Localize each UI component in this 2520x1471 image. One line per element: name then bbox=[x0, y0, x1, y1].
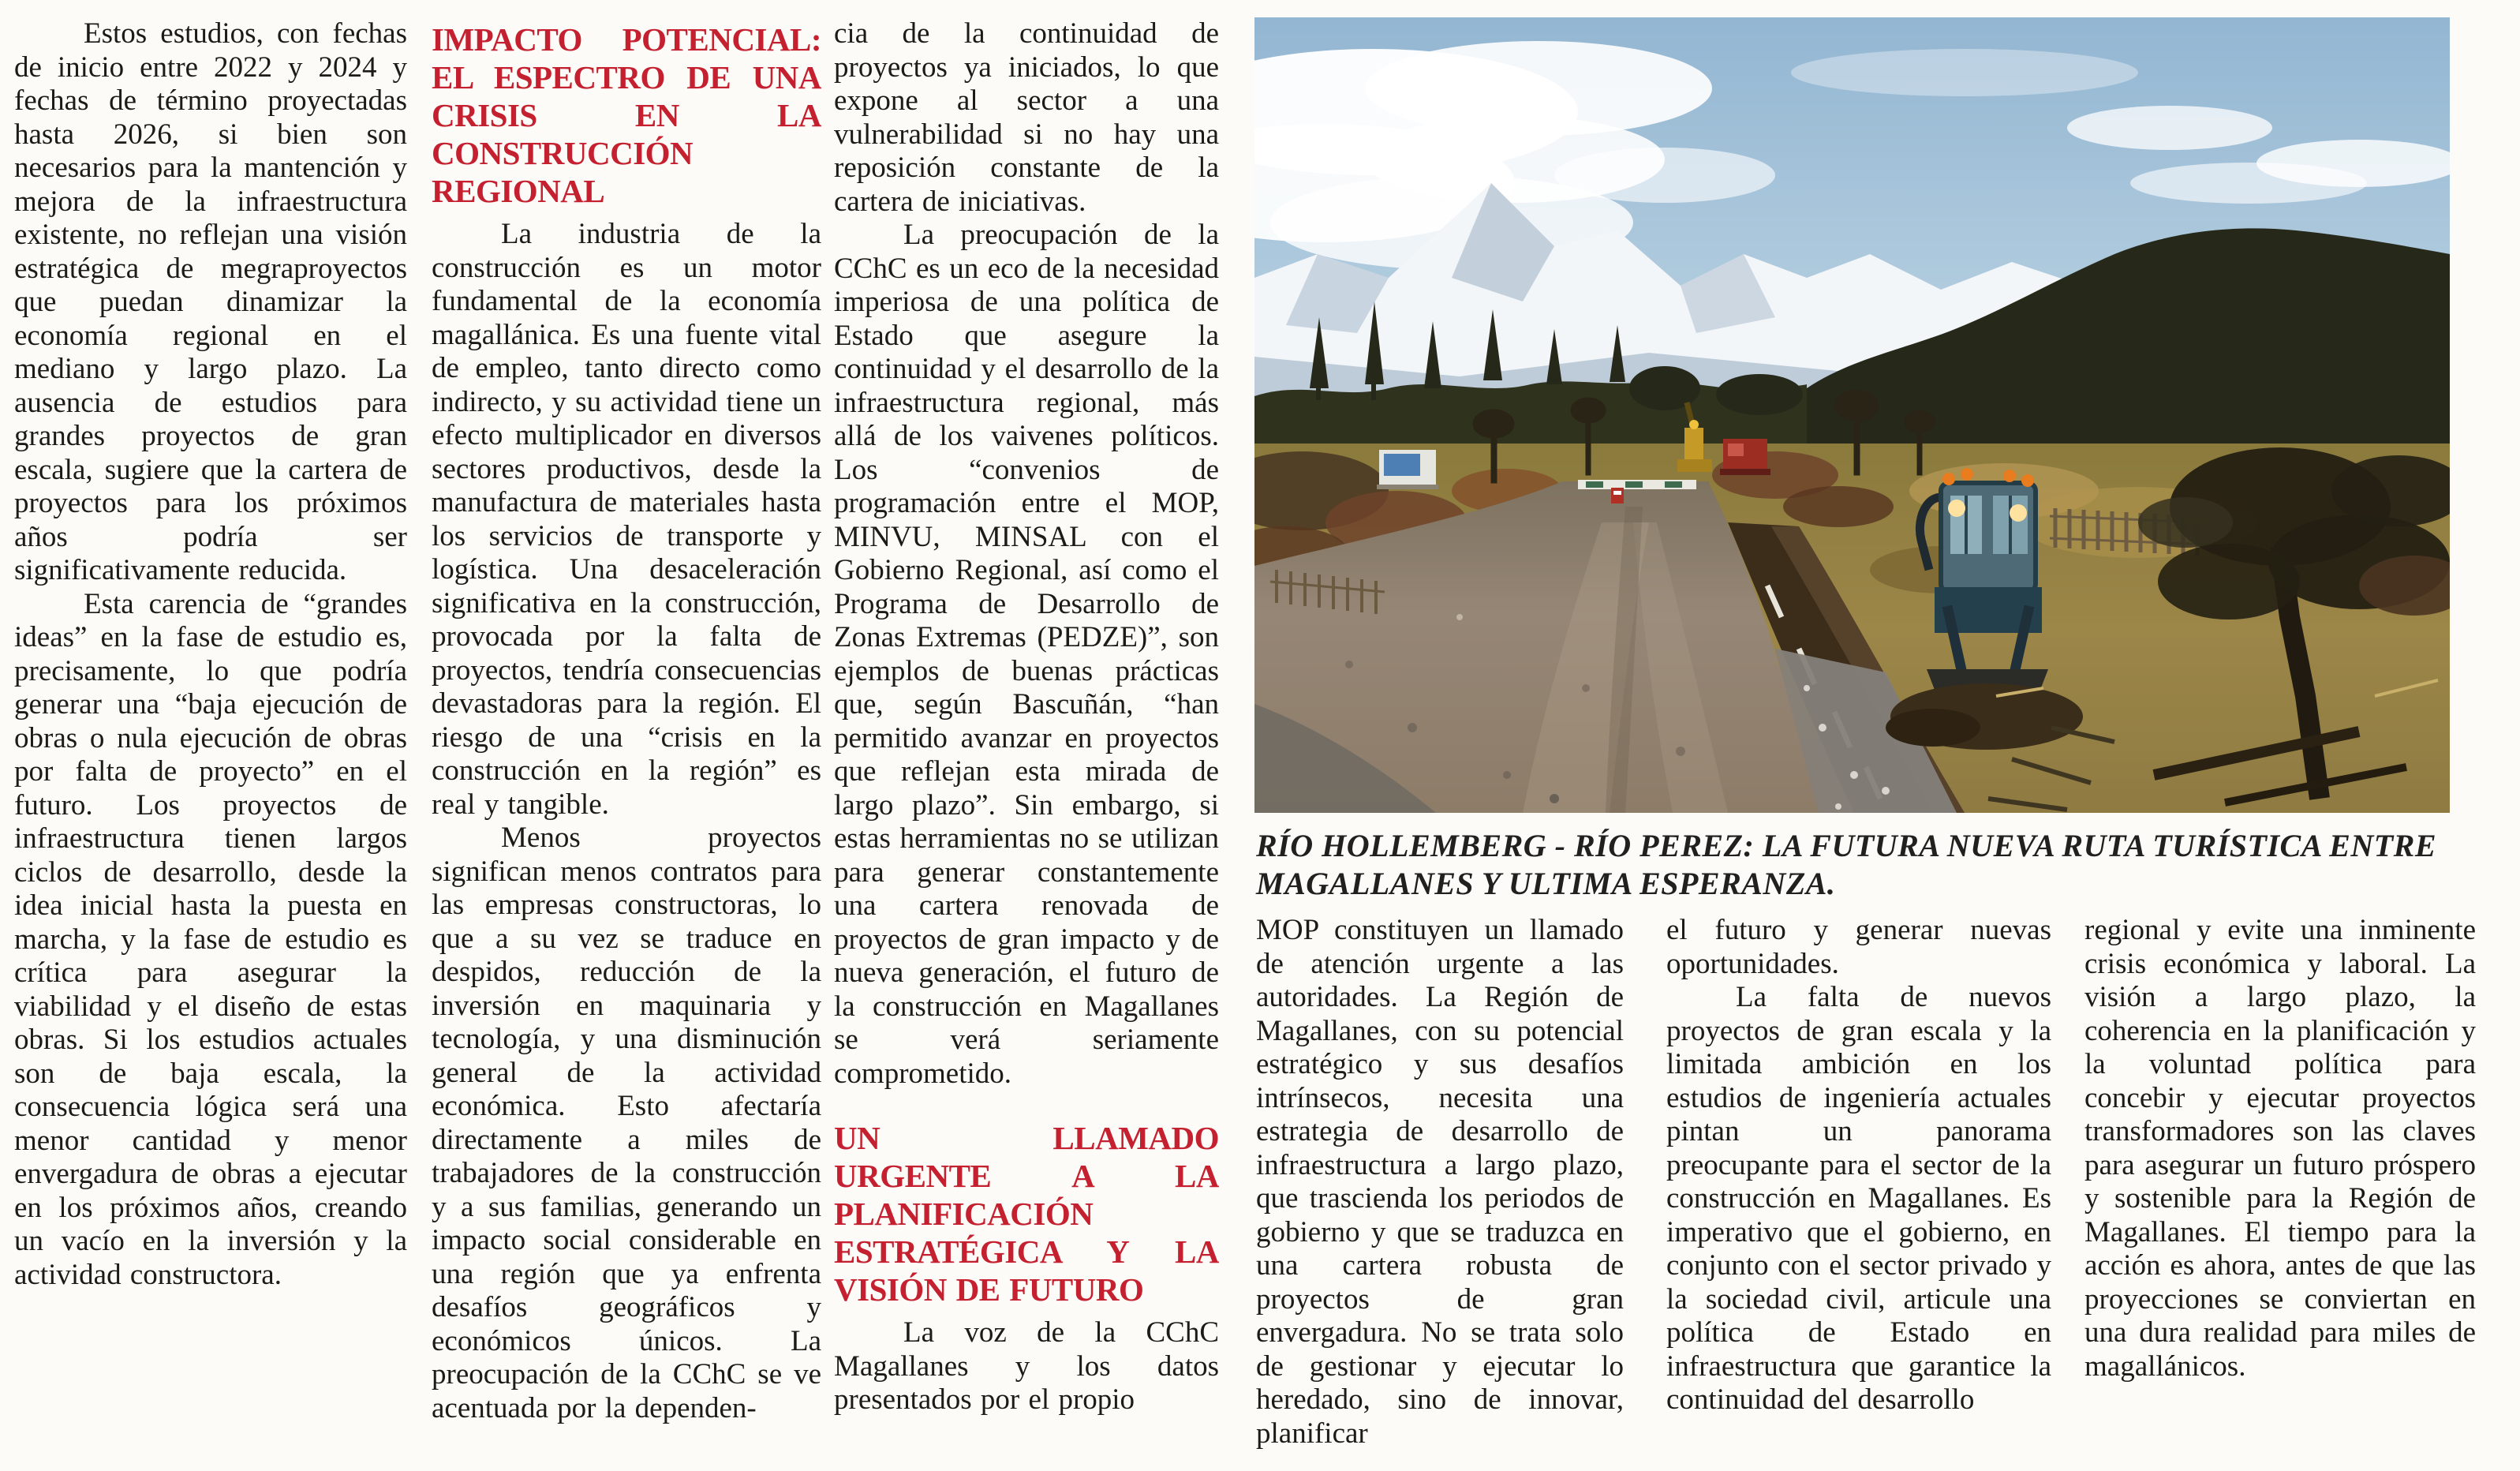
article-paragraph: el futuro y generar nuevas oportunidades. bbox=[1666, 914, 2051, 980]
article-column-5 bbox=[1666, 914, 2051, 1468]
photo-red-truck bbox=[1720, 439, 1770, 475]
article-column-4 bbox=[1256, 914, 1624, 1468]
article-paragraph: MOP constituyen un llamado de atención urgente a las autoridades. La Región de Magallanes, con su potencial estratégico y sus desafíos intrínsecos, necesita una estrategia de desarrollo de infraestructura a largo plazo, que trascienda los periodos de gobierno y que se traduzca en una cartera robusta de proyectos de gran envergadura. No se trata solo de gestionar y ejecutar lo heredado, sino de innovar, planificar bbox=[1256, 914, 1624, 1450]
article-paragraph: Estos estudios, con fechas de inicio entre 2022 y 2024 y fechas de término proyectadas hasta 2026, si bien son necesarios para la mantención y mejora de la infraestructura existente, no reflejan una visión estratégica de megraproyectos que puedan dinamizar la economía regional en el mediano y largo plazo. La ausencia de estudios para grandes proyectos de gran escala, sugiere que la cartera de proyectos para los próximos años podría ser significativamente reducida. bbox=[14, 17, 407, 586]
article-paragraph: La industria de la construcción es un motor fundamental de la economía magallánica. Es una fuente vital de empleo, tanto directo como indirecto, y su actividad tiene un efecto multiplicador en diversos sectores productivos, desde la manufactura de materiales hasta los servicios de transporte y logística. Una desaceleración significativa en la construcción, provocada por la falta de proyectos, tendría consecuencias devastadoras para la región. El riesgo de una “crisis en la construcción en la región” es real y tangible. bbox=[432, 218, 821, 821]
article-column-3 bbox=[834, 17, 1219, 1466]
article-paragraph: cia de la continuidad de proyectos ya iniciados, lo que expone al sector a una vulnerabilidad si no hay una reposición constante de la cartera de iniciativas. bbox=[834, 17, 1219, 218]
article-column-1 bbox=[14, 17, 407, 1466]
section-heading-llamado-urgente: UN LLAMADO URGENTE A LA PLANIFICACIÓN ESTRATÉGICA Y LA VISIÓN DE FUTURO bbox=[834, 1120, 1219, 1308]
article-paragraph: Menos proyectos significan menos contratos para las empresas constructoras, lo que a su vez se traduce en despidos, reducción de la inversión en maquinaria y tecnología, y una disminución general de la actividad económica. Esto afectaría directamente a miles de trabajadores de la construcción y a sus familias, generando un impacto social considerable en una región que ya enfrenta desafíos geográficos y económicos únicos. La preocupación de la CChC se ve acentuada por la dependen- bbox=[432, 822, 821, 1424]
article-paragraph: La falta de nuevos proyectos de gran escala y la limitada ambición en los estudios de ingeniería actuales pintan un panorama preocupante para el sector de la construcción en Magallanes. Es imperativo que el gobierno, en conjunto con el sector privado y la sociedad civil, articule una política de Estado en infraestructura que garantice la continuidad del desarrollo bbox=[1666, 981, 2051, 1416]
article-paragraph: regional y evite una inminente crisis económica y laboral. La visión a largo plazo, la coherencia en la planificación y la voluntad política para concebir y ejecutar proyectos transformadores son las claves para asegurar un futuro próspero y sostenible para la Región de Magallanes. El tiempo para la acción es ahora, antes de que las proyecciones se conviertan en una dura realidad para miles de magallánicos. bbox=[2084, 914, 2476, 1383]
photo-caption: RÍO HOLLEMBERG - RÍO PEREZ: LA FUTURA NUEVA RUTA TURÍSTICA ENTRE MAGALLANES Y ULTIMA ESPERANZA. bbox=[1256, 828, 2437, 901]
article-paragraph: La preocupación de la CChC es un eco de la necesidad imperiosa de una política de Estado que asegure la continuidad y el desarrollo de la infraestructura regional, más allá de los vaivenes políticos. Los “convenios de programación entre el MOP, MINVU, MINSAL con el Gobierno Regional, así como el Programa de Desarrollo de Zonas Extremas (PEDZE)”, son ejemplos de buenas prácticas que, según Bascuñán, “han permitido avanzar en proyectos que reflejan esta mirada de largo plazo”. Sin embargo, si estas herramientas no se utilizan para generar constantemente una cartera renovada de proyectos de gran impacto y de nueva generación, el futuro de la construcción en Magallanes se verá seriamente comprometido. bbox=[834, 219, 1219, 1090]
article-paragraph: La voz de la CChC Magallanes y los datos presentados por el propio bbox=[834, 1316, 1219, 1416]
section-heading-impacto-potencial: IMPACTO POTENCIAL: EL ESPECTRO DE UNA CRISIS EN LA CONSTRUCCIÓN REGIONAL bbox=[432, 21, 821, 209]
road-construction-photo bbox=[1254, 17, 2450, 813]
photo-blue-hut bbox=[1377, 450, 1438, 489]
article-column-6 bbox=[2084, 914, 2476, 1468]
article-paragraph: Esta carencia de “grandes ideas” en la fase de estudio es, precisamente, lo que podría generar una “baja ejecución de obras o nula ejecución de obras por falta de proyecto” en el futuro. Los proyectos de infraestructura tienen largos ciclos de desarrollo, desde la idea inicial hasta la puesta en marcha, y la fase de estudio es crítica para asegurar la viabilidad y el diseño de estas obras. Si los estudios actuales son de baja escala, la consecuencia lógica será una menor cantidad y menor envergadura de obras a ejecutar en los próximos años, creando un vacío en la inversión y la actividad constructora. bbox=[14, 587, 407, 1291]
article-column-2 bbox=[432, 17, 821, 1466]
